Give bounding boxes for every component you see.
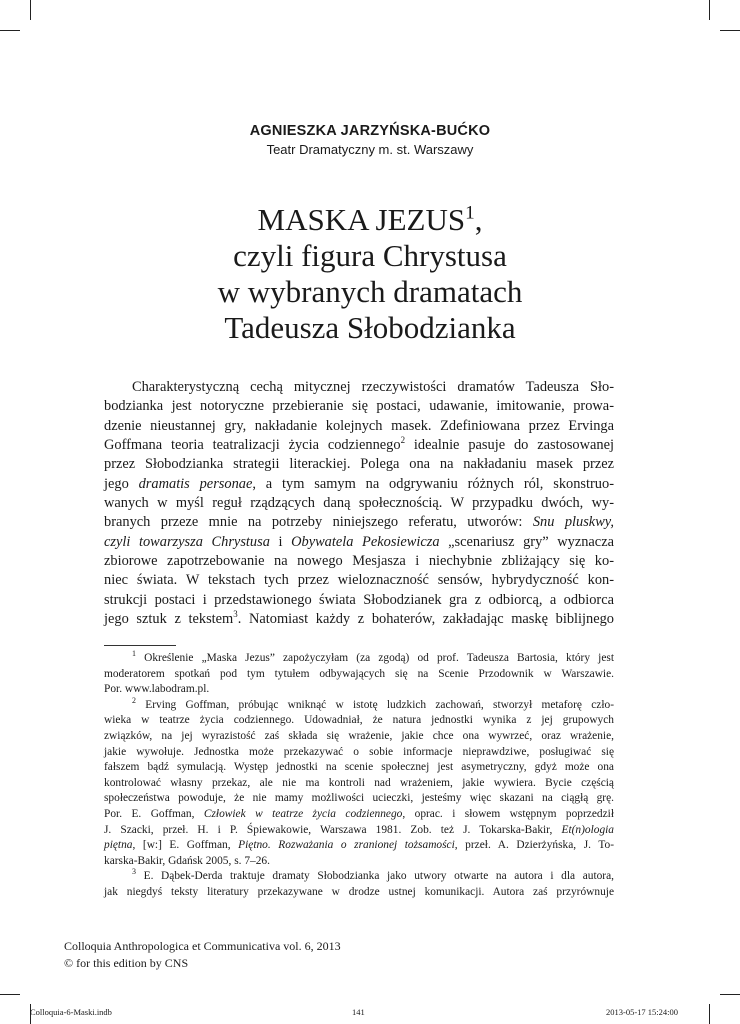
italic-title: Obywatela Pekosiewicza bbox=[291, 533, 440, 550]
author-affiliation: Teatr Dramatyczny m. st. Warszawy bbox=[266, 142, 474, 157]
body-line: przez Słobodzianka strategii literackiej. Polega ona na nakładaniu masek przez bbox=[104, 456, 614, 473]
footnote-number: 1 bbox=[132, 649, 136, 659]
footnote-2-line bbox=[104, 838, 614, 854]
body-line: dzenie nieustannej gry, nakładanie kolejnych masek. Zdefiniowana przez Ervinga bbox=[104, 417, 614, 434]
footnote-ref-2[interactable]: 2 bbox=[400, 435, 406, 446]
italic-title: Człowiek w teatrze życia codziennego bbox=[203, 807, 403, 820]
footnote-2-line bbox=[104, 695, 614, 714]
slug-page-number: 141 bbox=[352, 1007, 365, 1017]
footnote-2-line: społeczeństwa powoduje, że nie mamy możliwości ucieczki, jesteśmy więc skazani na ciągłą grę. bbox=[104, 792, 614, 805]
crop-mark-bottom-right-v bbox=[709, 1004, 710, 1024]
footnote-2-line: fałszem bądź symulacją. Występ jednostki na scenie społecznej jest asymetryczny, gdyż może ona bbox=[104, 761, 614, 774]
footnote-2-line: związków, na jej wyrazistość zaś składa się wrażenie, jakie chce ona wywrzeć, oraz wrażenie, bbox=[104, 729, 614, 742]
title-line-3: w wybranych dramatach bbox=[217, 274, 523, 309]
footnote-2-line bbox=[104, 807, 614, 823]
footnote-text: , oprac. i słowem wstępnym poprzedził bbox=[402, 807, 614, 820]
footnote-ref-3[interactable]: 3 bbox=[233, 609, 238, 620]
title-line-2: czyli figura Chrystusa bbox=[233, 238, 507, 273]
journal-info: Colloquia Anthropologica et Communicativa vol. 6, 2013 bbox=[64, 939, 341, 953]
colophon bbox=[64, 938, 341, 972]
body-line bbox=[104, 513, 614, 532]
body-line: Charakterystyczną cechą mitycznej rzeczywistości dramatów Tadeusza Sło- bbox=[132, 379, 614, 395]
body-line: strukcji postaci i przedstawionego świata Słobodzianek gra z odbiorcą, a odbiorca bbox=[104, 591, 614, 608]
footnote-1-line: Por. www.labodram.pl. bbox=[104, 683, 210, 696]
body-line: zbiorowe zapotrzebowanie na nowego Mesjasza i niechybnie zbliżający się ko- bbox=[104, 553, 614, 570]
crop-mark-top-right-v bbox=[709, 0, 710, 20]
slug-timestamp: 2013-05-17 15:24:00 bbox=[606, 1007, 679, 1017]
italic-title: piętna bbox=[104, 839, 133, 852]
italic-title: Et(n)ologia bbox=[561, 823, 614, 836]
footnote-text: Por. E. Goffman, bbox=[104, 807, 204, 820]
body-text-span: Goffmana teoria teatralizacji życia codziennego bbox=[104, 437, 401, 454]
footnote-text: E. Dąbek-Derda traktuje dramaty Słobodzianka jako utwory otwarte na autora i dla autora, bbox=[135, 870, 614, 883]
footnote-2-line bbox=[104, 823, 614, 839]
footnote-2-line: kontrolować własny przekaz, ale nie ma kontroli nad wrażeniem, jakie wywiera. Bycie częścią bbox=[104, 776, 614, 789]
body-line: bodzianka jest notoryczne przebieranie się postaci, udawanie, imitowanie, prowa- bbox=[104, 398, 614, 415]
body-line: wanych w myśl reguł rządzących daną społecznością. W przypadku dwóch, wy- bbox=[104, 495, 614, 512]
footnote-2-line: wieka w teatrze życia codziennego. Udowadniał, że natura jednostki wynika z jej grupowych bbox=[104, 714, 614, 727]
italic-title: czyli towarzysza Chrystusa bbox=[104, 533, 270, 550]
body-line bbox=[104, 610, 614, 629]
title-footnote-ref[interactable]: 1 bbox=[465, 202, 475, 224]
footnote-text: Określenie „Maska Jezus” zapożyczyłam (za zgodą) od prof. Tadeusza Bartosia, który jest bbox=[135, 652, 614, 664]
footnote-text: Erving Goffman, próbując wniknąć w istotę ludzkich zachowań, stworzył metaforę czło- bbox=[135, 698, 614, 711]
footnotes bbox=[104, 651, 614, 901]
crop-mark-top-left-h bbox=[0, 30, 20, 31]
footnote-2-line: jakie wywołuje. Jednostka może przekazywać o sobie informacje nieprawdziwe, posługiwać się bbox=[104, 745, 614, 758]
body-text-span: . Natomiast każdy z bohaterów, zakładając maskę biblijnego bbox=[237, 611, 615, 628]
crop-mark-top-left-v bbox=[30, 0, 31, 20]
footnote-3-line: jak niegdyś teksty literatury przekazywane w drodze ustnej komunikacji. Autora zaś przyrównuje bbox=[104, 885, 614, 898]
crop-mark-top-right-h bbox=[720, 30, 740, 31]
body-line bbox=[104, 533, 614, 552]
slug-filename: Colloquia-6-Maski.indb bbox=[30, 1007, 112, 1017]
title-line-1-text: MASKA JEZUS bbox=[257, 202, 466, 237]
italic-term: dramatis personae bbox=[138, 475, 253, 492]
title-line-1-comma: , bbox=[474, 202, 483, 237]
author-block bbox=[0, 121, 740, 159]
body-paragraph bbox=[104, 378, 614, 629]
body-text-span: , a tym samym na odgrywaniu różnych ról, skonstruo- bbox=[252, 475, 614, 492]
body-line bbox=[104, 475, 614, 494]
footnote-text: , [w:] E. Goffman, bbox=[132, 839, 239, 852]
footnote-number: 2 bbox=[132, 695, 136, 705]
author-name: AGNIESZKA JARZYŃSKA-BUĆKO bbox=[249, 123, 491, 139]
body-text-span: jego bbox=[104, 475, 139, 492]
body-text-span: jego sztuk z tekstem bbox=[104, 611, 234, 628]
italic-title: Piętno. Rozważania o zranionej tożsamości bbox=[238, 839, 455, 852]
article-title bbox=[0, 202, 740, 346]
italic-title: Snu pluskwy, bbox=[532, 514, 614, 531]
footnote-1-line bbox=[104, 651, 614, 667]
footnote-2-line: karska-Bakir, Gdańsk 2005, s. 7–26. bbox=[104, 854, 270, 867]
body-text-span: branych przeze mnie na potrzeby niniejszego referatu, utworów: bbox=[104, 514, 533, 531]
footnote-text: J. Szacki, przeł. H. i P. Śpiewakowie, Warszawa 1981. Zob. też J. Tokarska-Bakir, bbox=[104, 823, 562, 836]
body-text-span: i bbox=[269, 533, 292, 550]
copyright: © for this edition by CNS bbox=[64, 956, 189, 970]
footnote-separator bbox=[104, 645, 176, 646]
title-line-1 bbox=[0, 202, 740, 238]
body-text-span: „scenariusz gry” wyznacza bbox=[439, 533, 614, 550]
body-line bbox=[104, 436, 614, 455]
title-line-4: Tadeusza Słobodzianka bbox=[224, 310, 516, 345]
crop-mark-bottom-left-h bbox=[0, 994, 20, 995]
crop-mark-bottom-right-h bbox=[720, 994, 740, 995]
footnote-text: , przeł. A. Dzierżyńska, J. To- bbox=[454, 839, 614, 852]
footnote-number: 3 bbox=[132, 867, 136, 877]
body-text-span: idealnie pasuje do zastosowanej bbox=[405, 437, 614, 454]
body-line: niec świata. W tekstach tych przez wieloznaczność sensów, hybrydyczność kon- bbox=[104, 572, 614, 589]
footnote-1-line: moderatorem spotkań pod tym tytułem odbywających się na Scenie Przodownik w Warszawie. bbox=[104, 667, 614, 680]
footnote-3-line bbox=[104, 869, 614, 885]
